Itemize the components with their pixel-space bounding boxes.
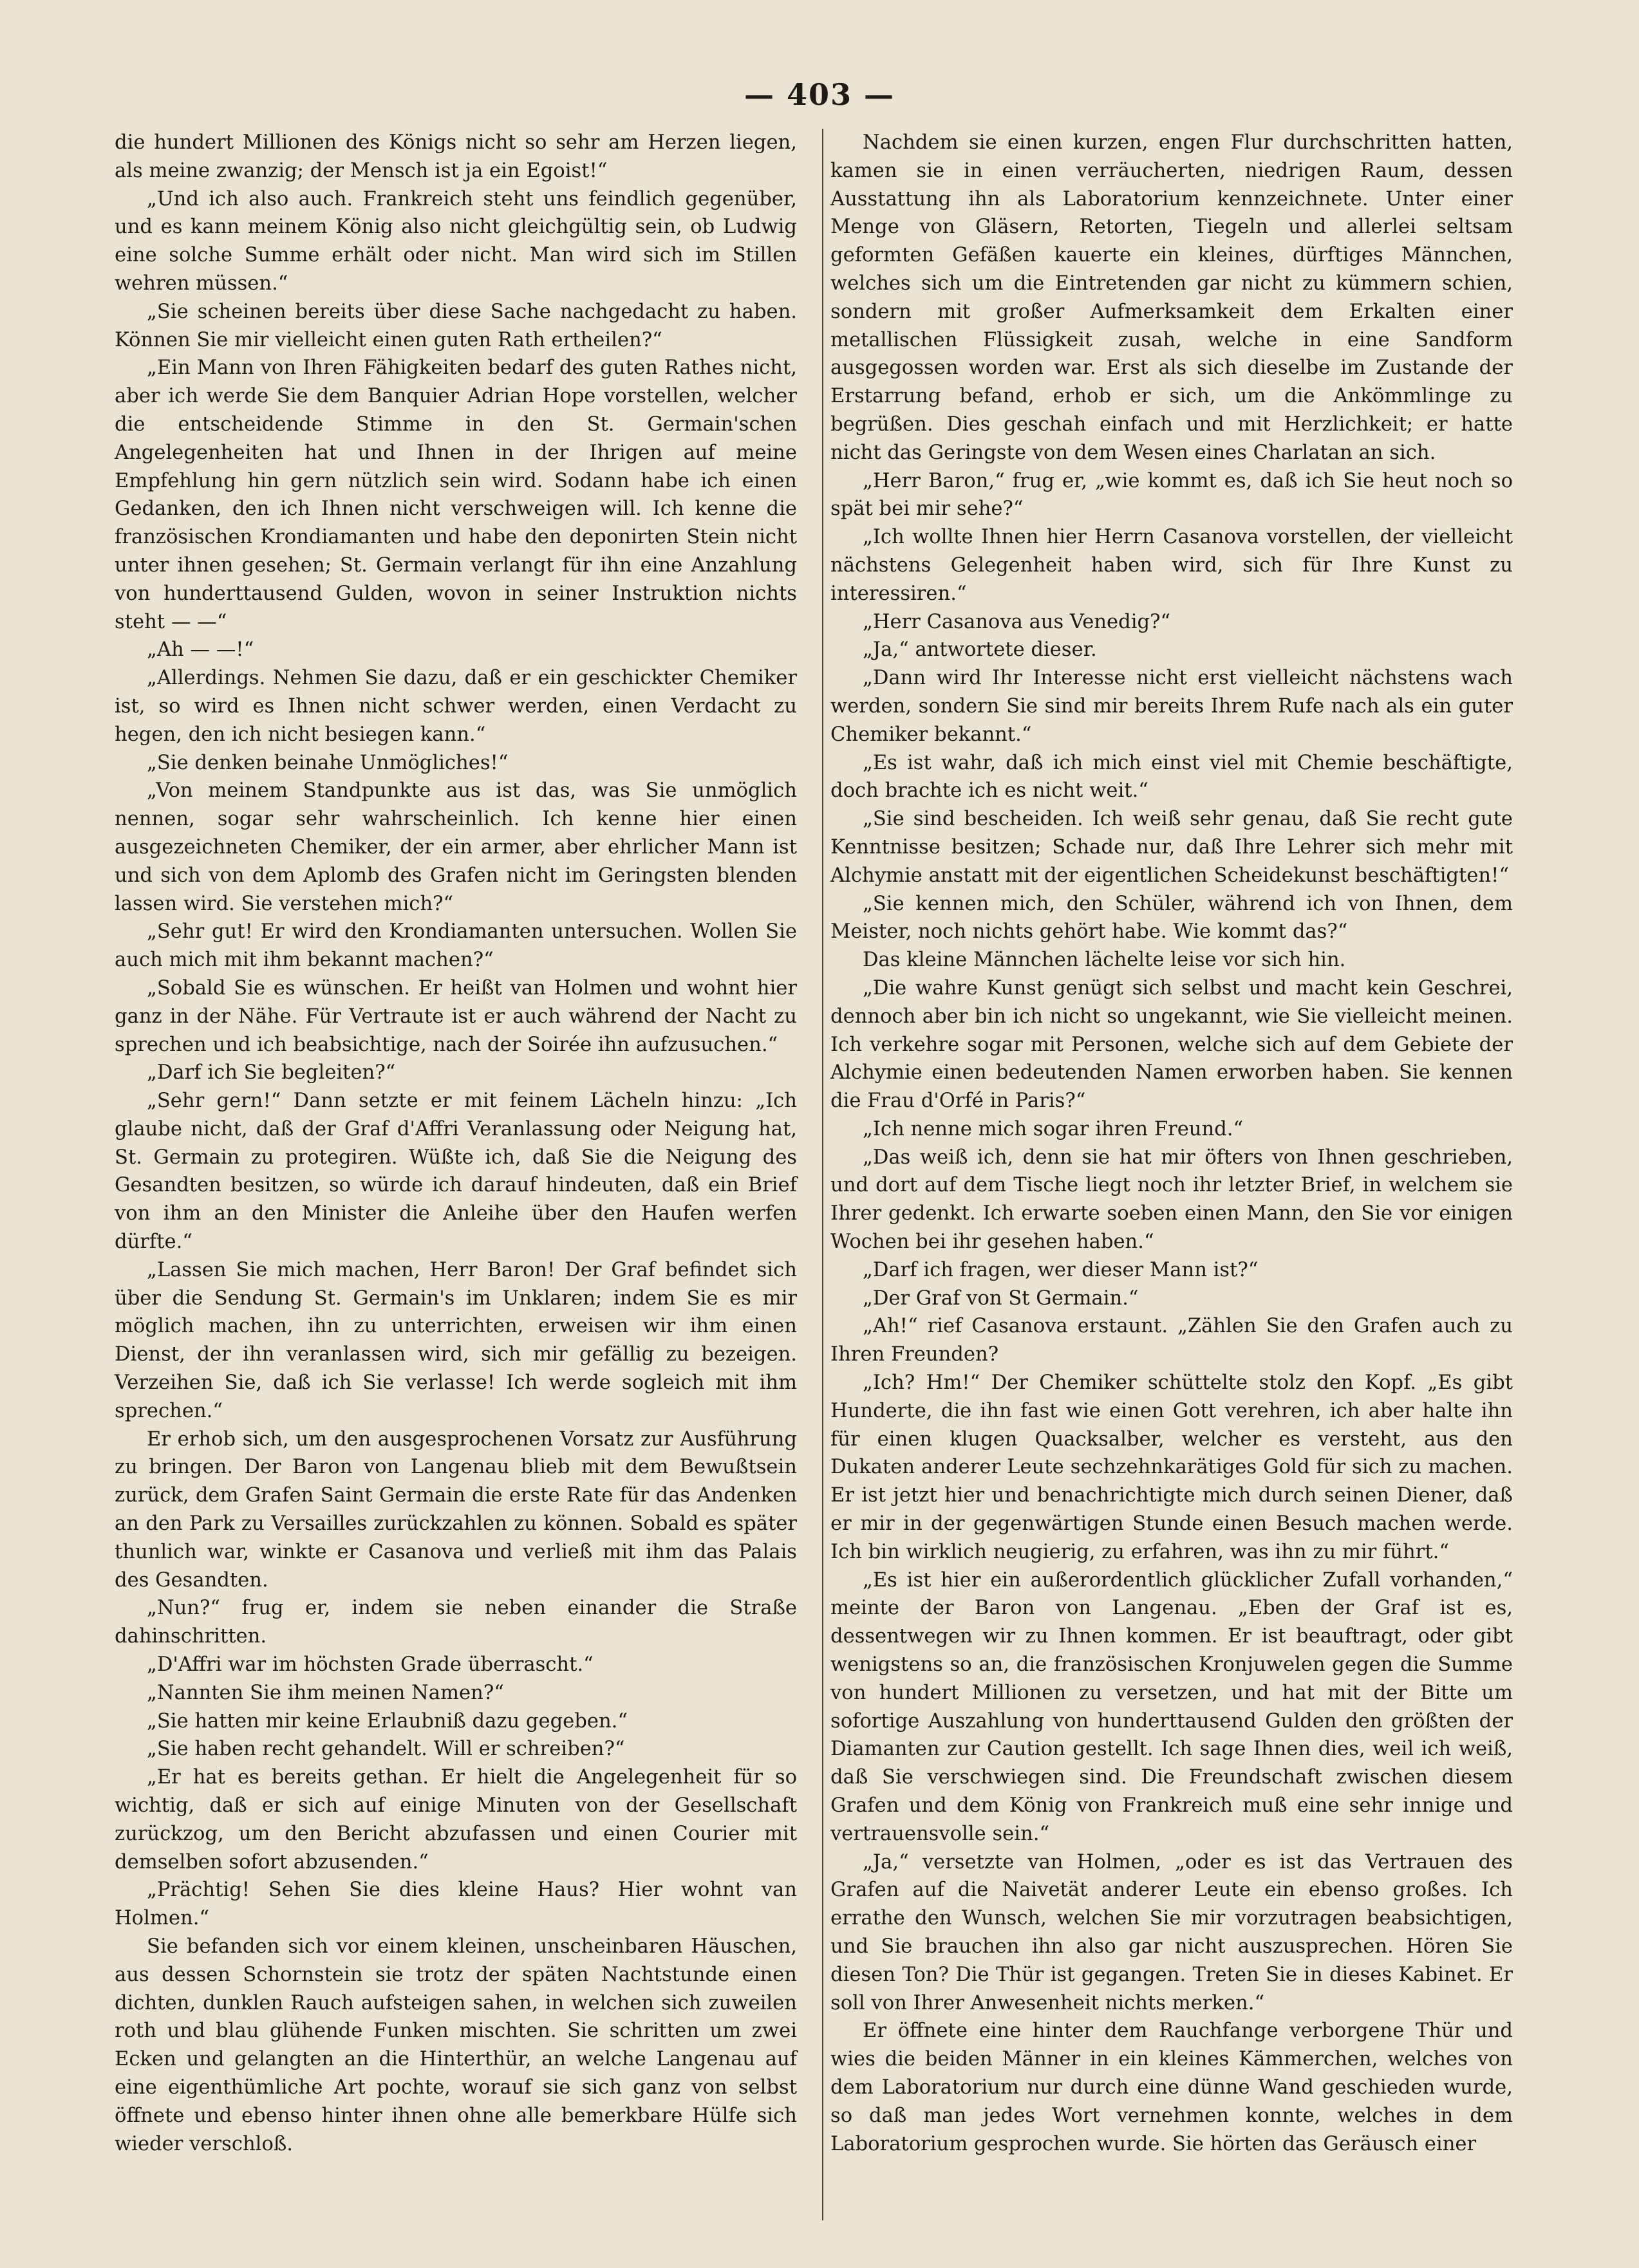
paragraph: „Ja,“ versetzte van Holmen, „oder es ist das Vertrauen des Grafen auf die Naivetät anderer Leute ein ebenso großes. Ich errathe den Wunsch, welchen Sie mir vorzutragen beabsichtigen, und Sie brauchen ihn also gar nicht auszusprechen. Hören Sie diesen Ton? Die Thür ist gegangen. Treten Sie in dieses Kabinet. Er soll von Ihrer Anwesenheit nichts merken.“ <box>830 1850 1513 2014</box>
paragraph: „D'Affri war im höchsten Grade überrascht.“ <box>147 1653 594 1677</box>
paragraph: „Das weiß ich, denn sie hat mir öfters von Ihnen geschrieben, und dort auf dem Tische liegt noch ihr letzter Brief, in welchem sie Ihrer gedenkt. Ich erwarte soeben einen Mann, den Sie vor einigen Wochen bei ihr gesehen haben.“ <box>830 1146 1513 1254</box>
paragraph: „Sie scheinen bereits über diese Sache nachgedacht zu haben. Können Sie mir vielleicht einen guten Rath ertheilen?“ <box>115 300 797 351</box>
paragraph: „Der Graf von St Germain.“ <box>863 1287 1139 1310</box>
paragraph: „Allerdings. Nehmen Sie dazu, daß er ein geschickter Chemiker ist, so wird es Ihnen nicht schwer werden, einen Verdacht zu hegen, den ich nicht besiegen kann.“ <box>115 667 797 746</box>
paragraph: „Ah!“ rief Casanova erstaunt. „Zählen Sie den Grafen auch zu Ihren Freunden? <box>830 1315 1513 1366</box>
paragraph: „Ich? Hm!“ Der Chemiker schüttelte stolz den Kopf. „Es gibt Hunderte, die ihn fast wie einen Gott verehren, ich aber halte ihn für einen klugen Quacksalber, welcher es versteht, aus den Dukaten anderer Leute sechzehnkarätiges Gold für sich zu machen. Er ist jetzt hier und benachrichtigte mich durch seinen Diener, daß er mir in der gegenwärtigen Stunde einen Besuch machen werde. Ich bin wirklich neugierig, zu erfahren, was ihn zu mir führt.“ <box>830 1371 1513 1563</box>
paragraph: „Sie kennen mich, den Schüler, während ich von Ihnen, dem Meister, noch nichts gehört habe. Wie kommt das?“ <box>830 892 1513 943</box>
text-column-left <box>115 129 797 2158</box>
paragraph: „Sie denken beinahe Unmögliches!“ <box>147 751 509 774</box>
paragraph: „Lassen Sie mich machen, Herr Baron! Der Graf befindet sich über die Sendung St. Germain's im Unklaren; indem Sie es mir möglich machen, ihn zu unterrichten, erweisen wir ihm einen Dienst, der ihn veranlassen wird, sich mir gefällig zu bezeigen. Verzeihen Sie, daß ich Sie verlasse! Ich werde sogleich mit ihm sprechen.“ <box>115 1258 797 1422</box>
paragraph: „Es ist wahr, daß ich mich einst viel mit Chemie beschäftigte, doch brachte ich es nicht weit.“ <box>830 751 1513 803</box>
paragraph: „Ich wollte Ihnen hier Herrn Casanova vorstellen, der vielleicht nächstens Gelegenheit haben wird, sich für Ihre Kunst zu interessiren.“ <box>830 526 1513 605</box>
paragraph: Nachdem sie einen kurzen, engen Flur durchschritten hatten, kamen sie in einen verräucherten, niedrigen Raum, dessen Ausstattung ihn als Laboratorium kennzeichnete. Unter einer Menge von Gläsern, Retorten, Tiegeln und allerlei seltsam geformten Gefäßen kauerte ein kleines, dürftiges Männchen, welches sich um die Eintretenden gar nicht zu kümmern schien, sondern mit großer Aufmerksamkeit dem Erkalten einer metallischen Flüssigkeit zusah, welche in eine Sandform ausgegossen worden war. Erst als sich dieselbe im Zustande der Erstarrung befand, erhob er sich, um die Ankömmlinge zu begrüßen. Dies geschah einfach und mit Herzlichkeit; er hatte nicht das Geringste von dem Wesen eines Charlatan an sich. <box>830 131 1513 464</box>
paragraph: Er erhob sich, um den ausgesprochenen Vorsatz zur Ausführung zu bringen. Der Baron von Langenau blieb mit dem Bewußtsein zurück, dem Grafen Saint Germain die erste Rate für das Andenken an den Park zu Versailles zurückzahlen zu können. Sobald es später thunlich war, winkte er Casanova und verließ mit ihm das Palais des Gesandten. <box>115 1427 797 1592</box>
paragraph: „Es ist hier ein außerordentlich glücklicher Zufall vorhanden,“ meinte der Baron von Langenau. „Eben der Graf ist es, dessentwegen wir zu Ihnen kommen. Er ist beauftragt, oder gibt wenigstens so an, die französischen Kronjuwelen gegen die Summe von hundert Millionen zu versetzen, und hat mit der Bitte um sofortige Auszahlung von hunderttausend Gulden den größten der Diamanten zur Caution gestellt. Ich sage Ihnen dies, weil ich weiß, daß Sie verschwiegen sind. Die Freundschaft zwischen diesem Grafen und dem König von Frankreich muß eine sehr innige und vertrauensvolle sein.“ <box>830 1568 1513 1845</box>
paragraph: die hundert Millionen des Königs nicht so sehr am Herzen liegen, als meine zwanzig; der Mensch ist ja ein Egoist!“ <box>115 131 797 182</box>
paragraph: „Herr Casanova aus Venedig?“ <box>863 610 1171 633</box>
paragraph: Sie befanden sich vor einem kleinen, unscheinbaren Häuschen, aus dessen Schornstein sie trotz der späten Nachtstunde einen dichten, dunklen Rauch aufsteigen sahen, in welchen sich zuweilen roth und blau glühende Funken mischten. Sie schritten um zwei Ecken und gelangten an die Hinterthür, an welche Langenau auf eine eigenthümliche Art pochte, worauf sie sich ganz von selbst öffnete und ebenso hinter ihnen ohne alle bemerkbare Hülfe sich wieder verschloß. <box>115 1935 797 2155</box>
paragraph: „Ein Mann von Ihren Fähigkeiten bedarf des guten Rathes nicht, aber ich werde Sie dem Banquier Adrian Hope vorstellen, welcher die entscheidende Stimme in den St. Germain'schen Angelegenheiten hat und Ihnen in der Ihrigen auf meine Empfehlung hin gern nützlich sein wird. Sodann habe ich einen Gedanken, den ich Ihnen nicht verschweigen will. Ich kenne die französischen Krondiamanten und habe den deponirten Stein nicht unter ihnen gesehen; St. Germain verlangt für ihn eine Anzahlung von hunderttausend Gulden, wovon in seiner Instruktion nichts steht — —“ <box>115 357 797 633</box>
paragraph: „Die wahre Kunst genügt sich selbst und macht kein Geschrei, dennoch aber bin ich nicht so ungekannt, wie Sie vielleicht meinen. Ich verkehre sogar mit Personen, welche sich auf dem Gebiete der Alchymie einen bedeutenden Namen erworben haben. Sie kennen die Frau d'Orfé in Paris?“ <box>830 976 1513 1113</box>
column-divider <box>822 129 823 2220</box>
paragraph: „Von meinem Standpunkte aus ist das, was Sie unmöglich nennen, sogar sehr wahrscheinlich. Ich kenne hier einen ausgezeichneten Chemiker, der ein armer, aber ehrlicher Mann ist und sich von dem Aplomb des Grafen nicht im Geringsten blenden lassen wird. Sie verstehen mich?“ <box>115 779 797 915</box>
paragraph: „Sobald Sie es wünschen. Er heißt van Holmen und wohnt hier ganz in der Nähe. Für Vertraute ist er auch während der Nacht zu sprechen und ich beabsichtige, nach der Soirée ihn aufzusuchen.“ <box>115 976 797 1056</box>
paragraph: „Ich nenne mich sogar ihren Freund.“ <box>863 1117 1244 1140</box>
paragraph: „Darf ich fragen, wer dieser Mann ist?“ <box>863 1258 1259 1281</box>
text-column-right <box>830 129 1513 2158</box>
paragraph: „Und ich also auch. Frankreich steht uns feindlich gegenüber, und es kann meinem König also nicht gleichgültig sein, ob Ludwig eine solche Summe erhält oder nicht. Man wird sich im Stillen wehren müssen.“ <box>115 187 797 295</box>
paragraph: „Nannten Sie ihm meinen Namen?“ <box>147 1681 504 1704</box>
paragraph: „Sehr gut! Er wird den Krondiamanten untersuchen. Wollen Sie auch mich mit ihm bekannt machen?“ <box>115 920 797 972</box>
paragraph: „Er hat es bereits gethan. Er hielt die Angelegenheit für so wichtig, daß er sich auf einige Minuten von der Gesellschaft zurückzog, um den Bericht abzufassen und einen Courier mit demselben sofort abzusenden.“ <box>115 1766 797 1873</box>
paragraph: Er öffnete eine hinter dem Rauchfange verborgene Thür und wies die beiden Männer in ein kleines Kämmerchen, welches von dem Laboratorium nur durch eine dünne Wand geschieden wurde, so daß man jedes Wort vernehmen konnte, welches in dem Laboratorium gesprochen wurde. Sie hörten das Geräusch einer <box>830 2020 1513 2155</box>
paragraph: „Nun?“ frug er, indem sie neben einander die Straße dahinschritten. <box>115 1597 797 1648</box>
paragraph: „Prächtig! Sehen Sie dies kleine Haus? Hier wohnt van Holmen.“ <box>115 1879 797 1930</box>
page-number: — 403 — <box>744 77 895 112</box>
paragraph: „Sie haben recht gehandelt. Will er schreiben?“ <box>147 1738 625 1761</box>
paragraph: Das kleine Männchen lächelte leise vor sich hin. <box>863 949 1346 972</box>
paragraph: „Sie sind bescheiden. Ich weiß sehr genau, daß Sie recht gute Kenntnisse besitzen; Schade nur, daß Ihre Lehrer sich mehr mit Alchymie anstatt mit der eigentlichen Scheidekunst beschäftigten!“ <box>830 808 1513 887</box>
paragraph: „Ja,“ antwortete dieser. <box>863 638 1097 662</box>
paragraph: „Sie hatten mir keine Erlaubniß dazu gegeben.“ <box>147 1709 628 1733</box>
paragraph: „Herr Baron,“ frug er, „wie kommt es, daß ich Sie heut noch so spät bei mir sehe?“ <box>830 469 1513 521</box>
paragraph: „Darf ich Sie begleiten?“ <box>147 1061 396 1084</box>
paragraph: „Dann wird Ihr Interesse nicht erst vielleicht nächstens wach werden, sondern Sie sind mir bereits Ihrem Rufe nach als ein guter Chemiker bekannt.“ <box>830 667 1513 746</box>
paragraph: „Ah — —!“ <box>147 638 254 662</box>
paragraph: „Sehr gern!“ Dann setzte er mit feinem Lächeln hinzu: „Ich glaube nicht, daß der Graf d'Affri Veranlassung oder Neigung hat, St. Germain zu protegiren. Wüßte ich, daß Sie die Neigung des Gesandten besitzen, so würde ich darauf hindeuten, daß ein Brief von ihm an den Minister die Anleihe über den Haufen werfen dürfte.“ <box>115 1090 797 1254</box>
